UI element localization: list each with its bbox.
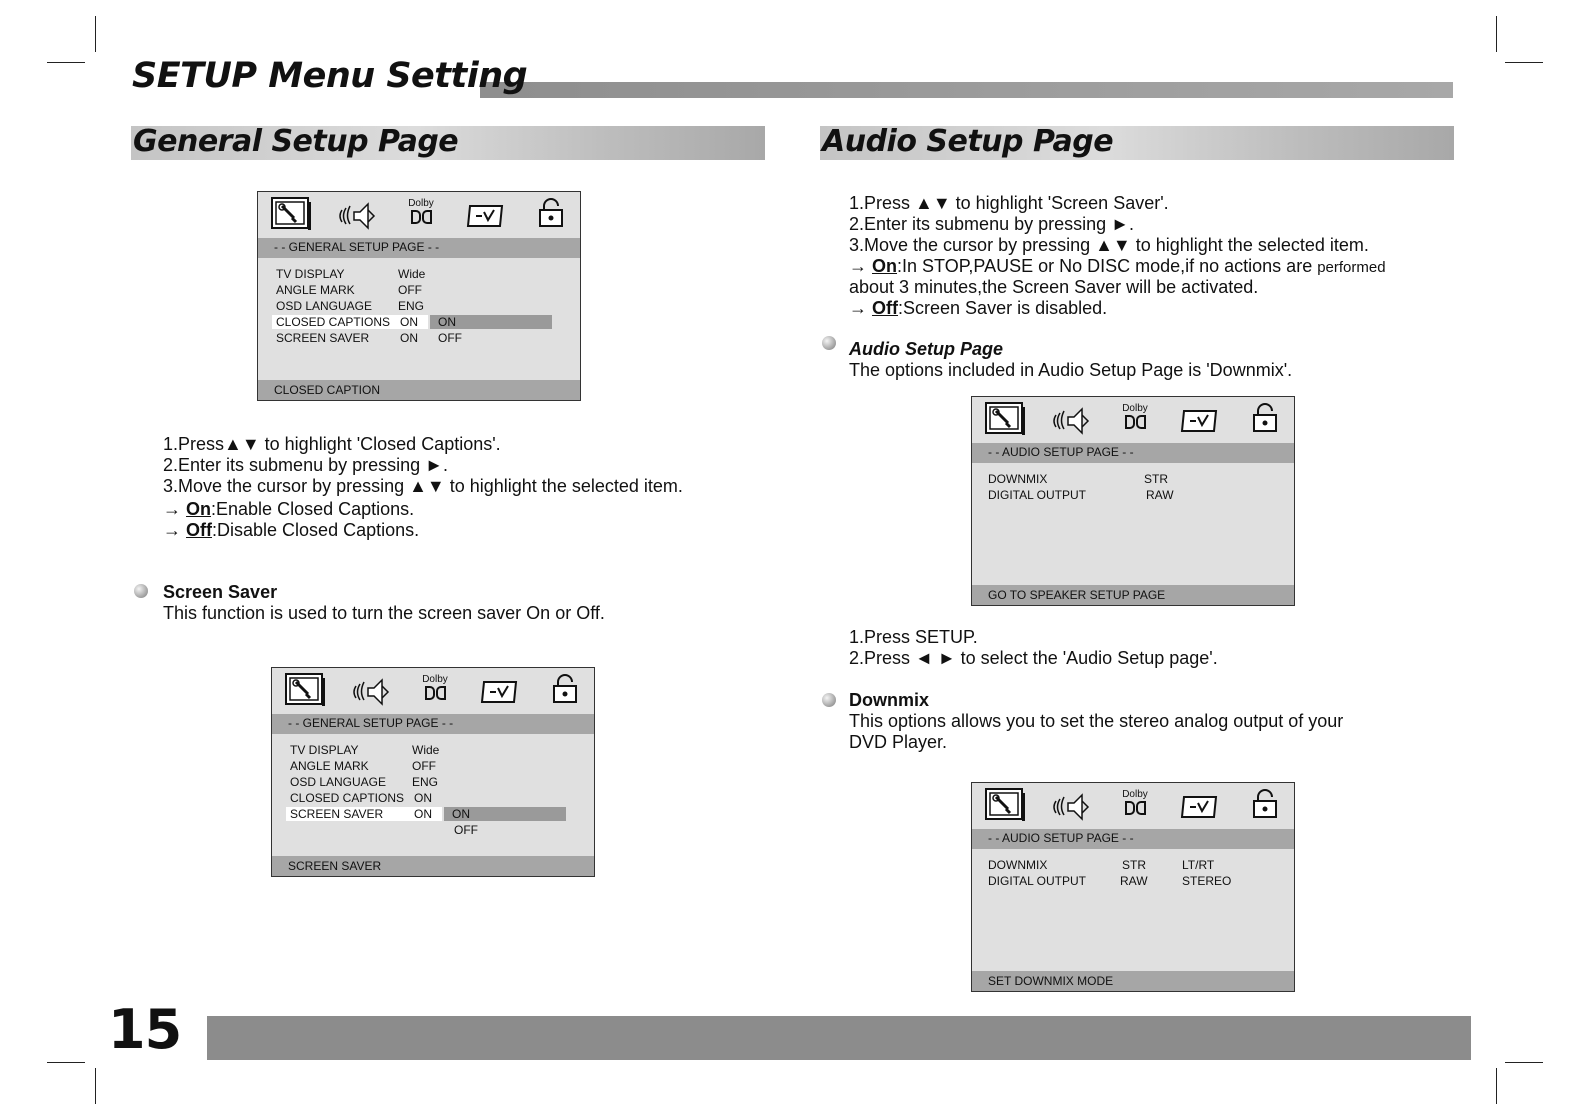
crop-mark: [47, 1062, 85, 1063]
left-step-3: 3.Move the cursor by pressing ▲▼ to highlight the selected item.: [163, 476, 683, 496]
osd-row-label: ANGLE MARK: [290, 759, 369, 773]
osd-row: [272, 759, 594, 773]
general-setup-heading-text: General Setup Page: [133, 124, 459, 159]
osd-row-label: OSD LANGUAGE: [276, 299, 373, 313]
osd-row-value: Wide: [398, 267, 426, 281]
arrow-icon: →: [849, 298, 873, 318]
crop-mark: [95, 1068, 96, 1104]
osd-row-value: Wide: [412, 743, 440, 757]
osd-row-label: OSD LANGUAGE: [290, 775, 387, 789]
osd-header-text: - - AUDIO SETUP PAGE - -: [988, 445, 1134, 459]
osd-footer: [258, 380, 580, 400]
osd-row-label: SCREEN SAVER: [276, 331, 370, 345]
osd-row-label: CLOSED CAPTIONS: [276, 315, 391, 329]
audio-setup-heading-text: Audio Setup Page: [822, 124, 1114, 159]
osd-footer-text: GO TO SPEAKER SETUP PAGE: [988, 588, 1166, 602]
osd-row: [258, 267, 580, 281]
osd-header: [258, 238, 580, 258]
osd-icon-bar: [972, 397, 1294, 443]
crop-mark: [47, 62, 85, 63]
right-step-3: 3.Move the cursor by pressing ▲▼ to highlight the selected item.: [849, 235, 1369, 255]
video-setup-icon: [1180, 793, 1220, 821]
off-description: :Screen Saver is disabled.: [898, 298, 1108, 318]
bullet-icon: [822, 693, 836, 707]
osd-row-value: STR: [1122, 858, 1146, 872]
osd-footer-text: SCREEN SAVER: [288, 859, 382, 873]
osd-row-value: ON: [414, 791, 432, 805]
osd-row-label: TV DISPLAY: [276, 267, 345, 281]
crop-mark: [1505, 1062, 1543, 1063]
osd-audio-downmix: [971, 782, 1295, 992]
title-bar: [480, 82, 1453, 98]
left-off-option: [163, 520, 419, 541]
osd-general-screen-saver: [271, 667, 595, 877]
general-setup-icon: [270, 196, 312, 232]
audio-setup-subheading: Audio Setup Page: [849, 339, 1004, 359]
general-setup-heading: [131, 126, 765, 160]
crop-mark: [1496, 1068, 1497, 1104]
off-label: Off: [872, 298, 899, 318]
osd-row-label: DIGITAL OUTPUT: [988, 874, 1087, 888]
osd-header: [972, 443, 1294, 463]
osd-option: ON: [438, 315, 456, 329]
osd-row: [272, 743, 594, 757]
crop-mark: [1505, 62, 1543, 63]
page-title: SETUP Menu Setting: [132, 56, 528, 96]
audio-setup-icon: [338, 200, 378, 230]
audio-setup-heading: [820, 126, 1454, 160]
osd-row-label: DOWNMIX: [988, 472, 1048, 486]
osd-header-text: - - GENERAL SETUP PAGE - -: [288, 716, 454, 730]
video-setup-icon: [480, 678, 520, 706]
dolby-icon: [406, 198, 436, 224]
off-label: Off: [186, 520, 213, 540]
dolby-label: Dolby: [1122, 789, 1148, 800]
bullet-icon: [134, 584, 148, 598]
osd-row-value: ON: [414, 807, 432, 821]
general-setup-icon: [284, 672, 326, 708]
downmix-description-1: This options allows you to set the stereo analog output of your: [849, 711, 1344, 731]
osd-icon-bar: [972, 783, 1294, 829]
downmix-description-2: DVD Player.: [849, 732, 948, 752]
dolby-label: Dolby: [422, 674, 448, 685]
audio-setup-description: The options included in Audio Setup Page is 'Downmix'.: [849, 360, 1293, 380]
left-step-1: 1.Press▲▼ to highlight 'Closed Captions'.: [163, 434, 501, 454]
osd-row-label: TV DISPLAY: [290, 743, 359, 757]
arrow-icon: →: [849, 256, 873, 276]
osd-option: OFF: [438, 331, 462, 345]
left-on-option: [163, 499, 414, 520]
arrow-icon: →: [163, 499, 187, 519]
osd-row: [972, 858, 1294, 872]
osd-row-label: DOWNMIX: [988, 858, 1048, 872]
footer-bar: [207, 1016, 1471, 1060]
osd-row-value: ON: [400, 315, 418, 329]
osd-option: ON: [452, 807, 470, 821]
osd-header-text: - - AUDIO SETUP PAGE - -: [988, 831, 1134, 845]
osd-row: [272, 791, 594, 805]
right-step-2: 2.Enter its submenu by pressing ►.: [849, 214, 1134, 234]
dolby-icon: [1120, 789, 1150, 815]
osd-row: [972, 472, 1294, 486]
downmix-heading: Downmix: [849, 690, 930, 710]
osd-audio-setup: [971, 396, 1295, 606]
off-description: :Disable Closed Captions.: [212, 520, 420, 540]
osd-row-label: SCREEN SAVER: [290, 807, 384, 821]
osd-footer: [972, 585, 1294, 605]
osd-footer: [972, 971, 1294, 991]
on-description: :Enable Closed Captions.: [211, 499, 415, 519]
right-step2-2: 2.Press ◄ ► to select the 'Audio Setup page'.: [849, 648, 1218, 668]
dolby-label: Dolby: [1122, 403, 1148, 414]
dolby-icon: [1120, 403, 1150, 429]
osd-row: [972, 874, 1294, 888]
general-setup-icon: [984, 787, 1026, 823]
osd-row: [972, 488, 1294, 502]
right-on-option: [849, 256, 1386, 278]
on-description: :In STOP,PAUSE or No DISC mode,if no actions are: [897, 256, 1318, 276]
lock-icon: [536, 196, 566, 230]
right-off-option: [849, 298, 1107, 319]
osd-option: LT/RT: [1182, 858, 1215, 872]
left-step-2: 2.Enter its submenu by pressing ►.: [163, 455, 448, 475]
arrow-icon: →: [163, 520, 187, 540]
audio-setup-icon: [1052, 791, 1092, 821]
right-on-option-cont: about 3 minutes,the Screen Saver will be activated.: [849, 277, 1259, 297]
osd-row-value: RAW: [1120, 874, 1148, 888]
on-description-small: performed: [1317, 259, 1386, 276]
osd-row: [258, 331, 580, 345]
osd-row-label: DIGITAL OUTPUT: [988, 488, 1087, 502]
osd-row: [272, 775, 594, 789]
screen-saver-heading: Screen Saver: [163, 582, 278, 602]
audio-setup-icon: [352, 676, 392, 706]
lock-icon: [1250, 787, 1280, 821]
on-label: On: [186, 499, 212, 519]
osd-footer-text: CLOSED CAPTION: [274, 383, 381, 397]
crop-mark: [95, 16, 96, 52]
osd-row-label: ANGLE MARK: [276, 283, 355, 297]
right-step-1: 1.Press ▲▼ to highlight 'Screen Saver'.: [849, 193, 1169, 213]
osd-row-value: RAW: [1146, 488, 1174, 502]
osd-row-value: ENG: [412, 775, 439, 789]
bullet-icon: [822, 336, 836, 350]
osd-row-value: ON: [400, 331, 418, 345]
video-setup-icon: [466, 202, 506, 230]
osd-icon-bar: [272, 668, 594, 714]
dolby-label: Dolby: [408, 198, 434, 209]
dolby-icon: [420, 674, 450, 700]
osd-option: OFF: [454, 823, 478, 837]
osd-header: [972, 829, 1294, 849]
video-setup-icon: [1180, 407, 1220, 435]
page-number: 15: [108, 998, 182, 1061]
osd-row-value: STR: [1144, 472, 1168, 486]
osd-header: [272, 714, 594, 734]
lock-icon: [550, 672, 580, 706]
on-label: On: [872, 256, 898, 276]
osd-row-value: OFF: [398, 283, 422, 297]
lock-icon: [1250, 401, 1280, 435]
osd-option: STEREO: [1182, 874, 1232, 888]
osd-row-selected: [272, 807, 594, 821]
osd-footer-text: SET DOWNMIX MODE: [988, 974, 1114, 988]
osd-row: [258, 283, 580, 297]
osd-row-value: OFF: [412, 759, 436, 773]
osd-row-label: CLOSED CAPTIONS: [290, 791, 405, 805]
audio-setup-icon: [1052, 405, 1092, 435]
osd-row: [258, 299, 580, 313]
screen-saver-description: This function is used to turn the screen saver On or Off.: [163, 603, 605, 623]
osd-row-selected: [258, 315, 580, 329]
general-setup-icon: [984, 401, 1026, 437]
osd-footer: [272, 856, 594, 876]
right-step2-1: 1.Press SETUP.: [849, 627, 978, 647]
osd-header-text: - - GENERAL SETUP PAGE - -: [274, 240, 440, 254]
crop-mark: [1496, 16, 1497, 52]
osd-general-closed-captions: [257, 191, 581, 401]
osd-row-value: ENG: [398, 299, 425, 313]
osd-icon-bar: [258, 192, 580, 238]
